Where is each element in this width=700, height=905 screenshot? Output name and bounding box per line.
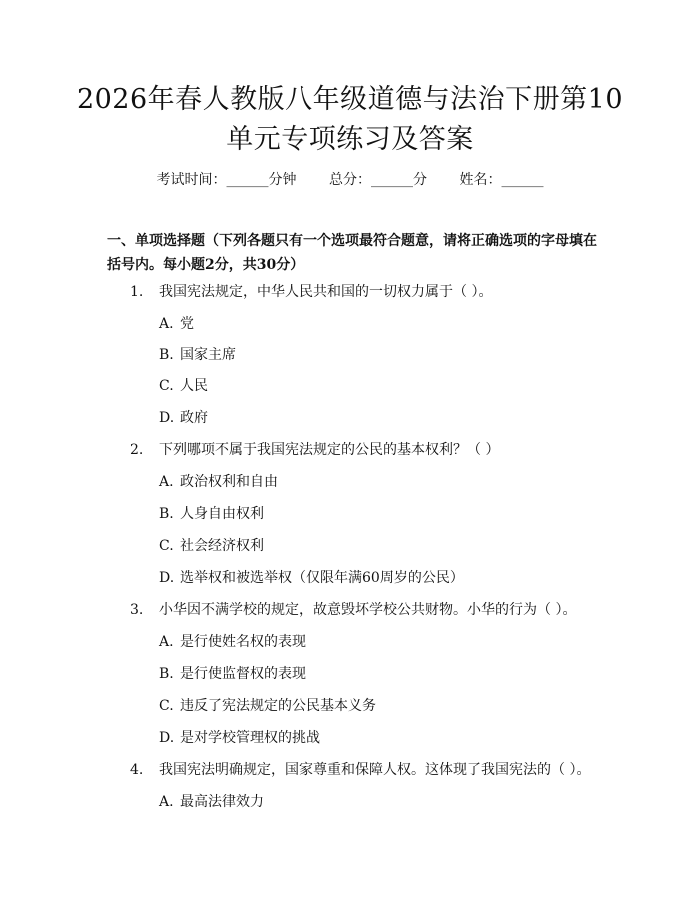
option-label: A.: [159, 634, 174, 650]
option-text: 人身自由权利: [180, 506, 264, 522]
option-text: 是行使监督权的表现: [180, 666, 306, 682]
option-text: 最高法律效力: [180, 794, 264, 810]
option-label: A.: [159, 474, 174, 490]
option-text: 政府: [180, 410, 208, 426]
total-score-field: 总分：______分: [329, 172, 427, 188]
option-label: C.: [159, 698, 174, 714]
option-text: 政治权利和自由: [180, 474, 278, 490]
option-text: 是行使姓名权的表现: [180, 634, 306, 650]
option-label: A.: [159, 316, 174, 332]
exam-info: [0, 170, 700, 190]
option-text: 党: [180, 316, 194, 332]
question-text: 下列哪项不属于我国宪法规定的公民的基本权利？（ ）: [159, 442, 500, 458]
section-heading: 一、单项选择题（下列各题只有一个选项最符合题意，请将正确选项的字母填在括号内。每小题2分，共30分）: [107, 233, 597, 273]
question-number: 4.: [130, 762, 144, 778]
option-label: D.: [159, 570, 175, 586]
option-label: C.: [159, 378, 174, 394]
option-text: 选举权和被选举权（仅限年满60周岁的公民）: [180, 570, 464, 586]
option-label: C.: [159, 538, 174, 554]
document-title-line-1: 2026年春人教版八年级道德与法治下册第10: [76, 84, 624, 115]
question-text: 我国宪法明确规定，国家尊重和保障人权。这体现了我国宪法的（ ）。: [159, 762, 591, 778]
exam-time-field: 考试时间：______分钟: [156, 172, 297, 188]
document-title-line-2: 单元专项练习及答案: [226, 124, 474, 155]
question-text: 小华因不满学校的规定，故意毁坏学校公共财物。小华的行为（ ）。: [159, 602, 577, 618]
option-label: D.: [159, 730, 175, 746]
question-number: 1.: [130, 284, 144, 300]
question-text: 我国宪法规定，中华人民共和国的一切权力属于（ ）。: [159, 284, 493, 300]
option-label: B.: [159, 506, 174, 522]
option-text: 人民: [180, 378, 208, 394]
option-label: A.: [159, 794, 174, 810]
option-text: 国家主席: [180, 347, 236, 363]
question-number: 2.: [130, 442, 144, 458]
option-label: B.: [159, 347, 174, 363]
option-label: B.: [159, 666, 174, 682]
question-number: 3.: [130, 602, 144, 618]
option-text: 违反了宪法规定的公民基本义务: [180, 698, 376, 714]
student-name-field: 姓名：______: [459, 172, 544, 188]
option-text: 社会经济权利: [180, 538, 264, 554]
option-label: D.: [159, 410, 175, 426]
option-text: 是对学校管理权的挑战: [180, 730, 320, 746]
